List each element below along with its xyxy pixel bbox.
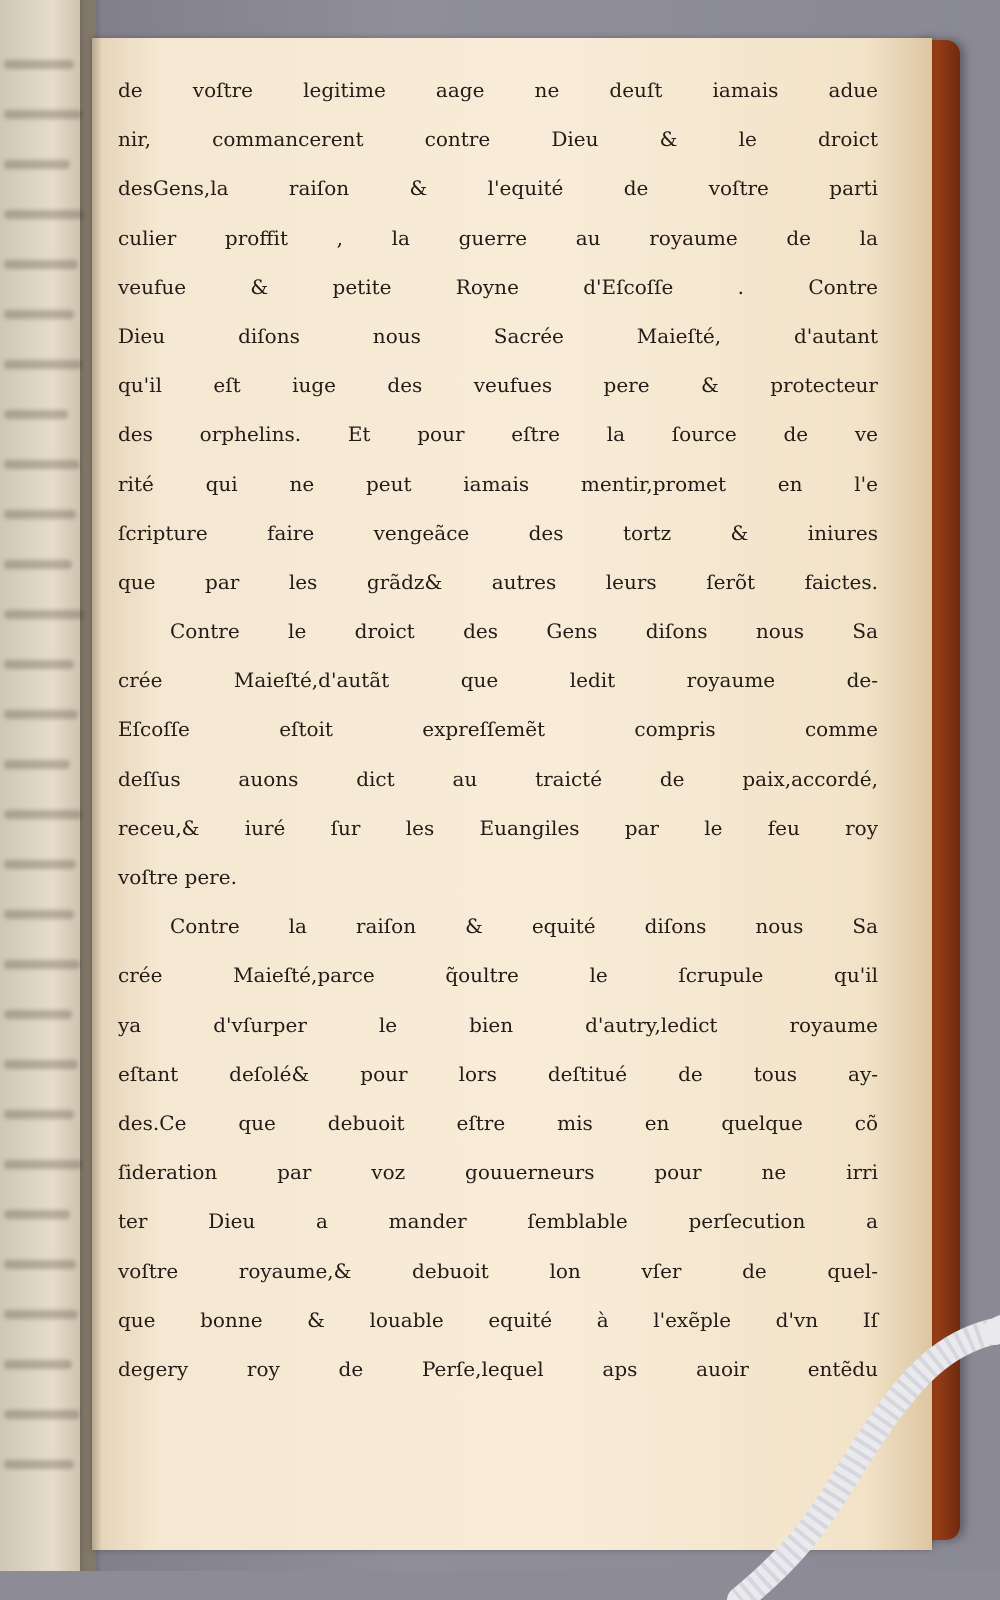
- ghost-text-line: [4, 160, 70, 169]
- ghost-text-line: [4, 1010, 72, 1019]
- text-line: que par les grãdz& autres leurs ſerõt faictes.: [118, 569, 878, 594]
- page-text: [118, 66, 878, 1394]
- ghost-text-line: [4, 360, 82, 369]
- text-line: voſtre pere.: [118, 865, 237, 889]
- ghost-text-line: [4, 610, 84, 619]
- ghost-text-line: [4, 810, 82, 819]
- ghost-text-line: [4, 310, 74, 319]
- text-line: ſideration par voz gouuerneurs pour ne irri: [118, 1160, 878, 1185]
- ghost-text-line: [4, 1110, 74, 1119]
- text-line: nir, commancerent contre Dieu & le droict: [118, 127, 878, 152]
- ghost-text-line: [4, 1410, 80, 1419]
- text-line: ter Dieu a mander ſemblable perſecution a: [118, 1209, 878, 1234]
- text-line: Contre le droict des Gens diſons nous Sa: [170, 619, 878, 644]
- ghost-text-line: [4, 60, 74, 69]
- ghost-text-line: [4, 460, 80, 469]
- ghost-text-line: [4, 510, 76, 519]
- text-line: ſcripture faire vengeãce des tortz & iniures: [118, 520, 878, 545]
- text-line: Contre la raiſon & equité diſons nous Sa: [170, 914, 878, 939]
- ghost-text-line: [4, 1360, 72, 1369]
- ghost-text-line: [4, 110, 82, 119]
- text-line: deſſus auons dict au traicté de paix,accordé,: [118, 766, 878, 791]
- text-line: crée Maieſté,d'autãt que ledit royaume de-: [118, 668, 878, 693]
- text-line: des orphelins. Et pour eſtre la ſource de ve: [118, 422, 878, 447]
- ghost-text-line: [4, 660, 74, 669]
- ghost-text-line: [4, 1460, 74, 1469]
- ghost-text-line: [4, 1210, 70, 1219]
- ghost-text-line: [4, 1160, 82, 1169]
- text-line: qu'il eſt iuge des veufues pere & protecteur: [118, 373, 878, 398]
- text-line: Dieu diſons nous Sacrée Maieſté, d'autant: [118, 323, 878, 348]
- ghost-text-line: [4, 860, 76, 869]
- ghost-text-line: [4, 560, 72, 569]
- ghost-text-line: [4, 910, 74, 919]
- ghost-text-line: [4, 1260, 76, 1269]
- text-line: de voſtre legitime aage ne deuſt iamais adue: [118, 78, 878, 102]
- text-line: ya d'vſurper le bien d'autry,ledict royaume: [118, 1012, 878, 1037]
- ghost-text-line: [4, 1310, 78, 1319]
- text-line: eſtant deſolé& pour lors deſtitué de tous ay-: [118, 1061, 878, 1086]
- text-line: que bonne & louable equité à l'exẽple d'vn Iſ: [118, 1307, 878, 1332]
- text-line: crée Maieſté,parce q̃oultre le ſcrupule qu'il: [118, 963, 878, 988]
- ghost-text-line: [4, 260, 78, 269]
- text-line: receu,& iuré ſur les Euangiles par le feu roy: [118, 815, 878, 840]
- text-line: culier proffit , la guerre au royaume de la: [118, 225, 878, 250]
- text-line: desGens,la raiſon & l'equité de voſtre parti: [118, 176, 878, 201]
- ghost-text-line: [4, 710, 78, 719]
- ghost-text-line: [4, 410, 68, 419]
- text-line: veufue & petite Royne d'Eſcoſſe . Contre: [118, 274, 878, 299]
- ghost-text-line: [4, 210, 84, 219]
- ghost-text-line: [4, 760, 70, 769]
- text-line: degery roy de Perſe,lequel aps auoir entẽdu: [118, 1356, 878, 1381]
- gutter-shadow: [80, 0, 102, 1571]
- text-line: Eſcoſſe eſtoit expreſſemẽt compris comme: [118, 717, 878, 742]
- ghost-text-line: [4, 960, 80, 969]
- text-line: des.Ce que debuoit eſtre mis en quelque cõ: [118, 1110, 878, 1135]
- text-line: rité qui ne peut iamais mentir,promet en l'e: [118, 471, 878, 496]
- ghost-text-line: [4, 1060, 78, 1069]
- text-line: voſtre royaume,& debuoit lon vſer de quel-: [118, 1258, 878, 1283]
